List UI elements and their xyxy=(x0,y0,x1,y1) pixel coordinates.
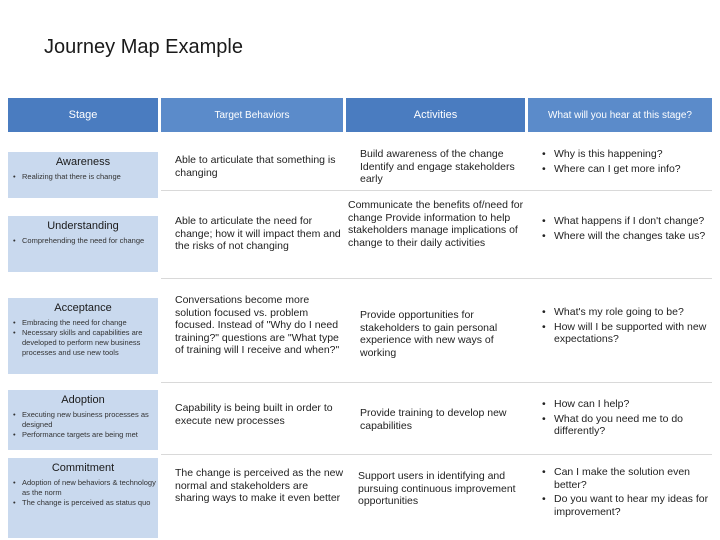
behavior-cell: The change is perceived as the new normal and stakeholders are sharing ways to make it even better xyxy=(175,467,344,504)
stage-bullet: • Comprehending the need for change xyxy=(22,236,156,246)
hear-cell xyxy=(538,306,710,348)
stage-bullets xyxy=(8,478,158,508)
activity-cell: Communicate the benefits of/need for change Provide information to help stakeholders manage implications of change to their daily activities xyxy=(348,199,524,249)
stage-bullets xyxy=(8,172,158,182)
hear-item: • Where can I get more info? xyxy=(554,163,710,176)
behavior-cell: Capability is being built in order to execute new processes xyxy=(175,402,333,427)
header-what-will-you-hear: What will you hear at this stage? xyxy=(528,98,712,132)
stage-cell-understanding xyxy=(8,216,158,272)
stage-bullets xyxy=(8,236,158,246)
stage-name: Acceptance xyxy=(54,302,112,314)
behavior-cell: Conversations become more solution focused vs. problem focused. Instead of "Why do I need training?" questions are "What type of training will I receive and when?" xyxy=(175,294,340,356)
header-activities: Activities xyxy=(346,98,525,132)
stage-cell-acceptance xyxy=(8,298,158,374)
row-divider xyxy=(161,382,712,383)
stage-bullet: • Embracing the need for change xyxy=(22,318,156,328)
hear-item: • Can I make the solution even better? xyxy=(554,466,710,491)
hear-item: • Where will the changes take us? xyxy=(554,230,710,243)
row-divider xyxy=(161,454,712,455)
activity-cell: Build awareness of the change Identify and engage stakeholders early xyxy=(360,148,515,185)
header-target-behaviors: Target Behaviors xyxy=(161,98,343,132)
hear-item: • What do you need me to do differently? xyxy=(554,413,710,438)
stage-cell-commitment xyxy=(8,458,158,538)
stage-name: Commitment xyxy=(51,462,115,474)
row-divider xyxy=(161,278,712,279)
hear-item: • What's my role going to be? xyxy=(554,306,710,319)
hear-item: • How can I help? xyxy=(554,398,710,411)
stage-bullet: • Necessary skills and capabilities are developed to perform new business processes and use new tools xyxy=(22,328,156,358)
hear-item: • How will I be supported with new expectations? xyxy=(554,321,710,346)
activity-cell: Provide opportunities for stakeholders to gain personal experience with new ways of working xyxy=(360,309,498,359)
stage-bullet: • The change is perceived as status quo xyxy=(22,498,156,508)
stage-cell-awareness xyxy=(8,152,158,198)
stage-cell-adoption xyxy=(8,390,158,450)
hear-cell xyxy=(538,398,710,440)
header-stage: Stage xyxy=(8,98,158,132)
hear-item: • Why is this happening? xyxy=(554,148,710,161)
hear-cell xyxy=(538,215,710,244)
stage-name: Awareness xyxy=(55,156,111,168)
stage-bullets xyxy=(8,410,158,440)
hear-cell xyxy=(538,466,710,520)
stage-bullet: • Performance targets are being met xyxy=(22,430,156,440)
activity-cell: Support users in identifying and pursuing continuous improvement opportunities xyxy=(358,470,516,507)
stage-name: Adoption xyxy=(61,394,105,406)
hear-cell xyxy=(538,148,710,177)
page-title: Journey Map Example xyxy=(44,36,243,58)
stage-name: Understanding xyxy=(47,220,119,232)
stage-bullet: • Adoption of new behaviors & technology as the norm xyxy=(22,478,156,498)
activity-cell: Provide training to develop new capabilities xyxy=(360,407,507,432)
stage-bullet: • Realizing that there is change xyxy=(22,172,156,182)
behavior-cell: Able to articulate that something is changing xyxy=(175,154,336,179)
row-divider xyxy=(161,190,712,191)
stage-bullet: • Executing new business processes as designed xyxy=(22,410,156,430)
hear-item: • Do you want to hear my ideas for improvement? xyxy=(554,493,710,518)
stage-bullets xyxy=(8,318,158,358)
behavior-cell: Able to articulate the need for change; how it will impact them and the risks of not changing xyxy=(175,215,341,252)
hear-item: • What happens if I don't change? xyxy=(554,215,710,228)
